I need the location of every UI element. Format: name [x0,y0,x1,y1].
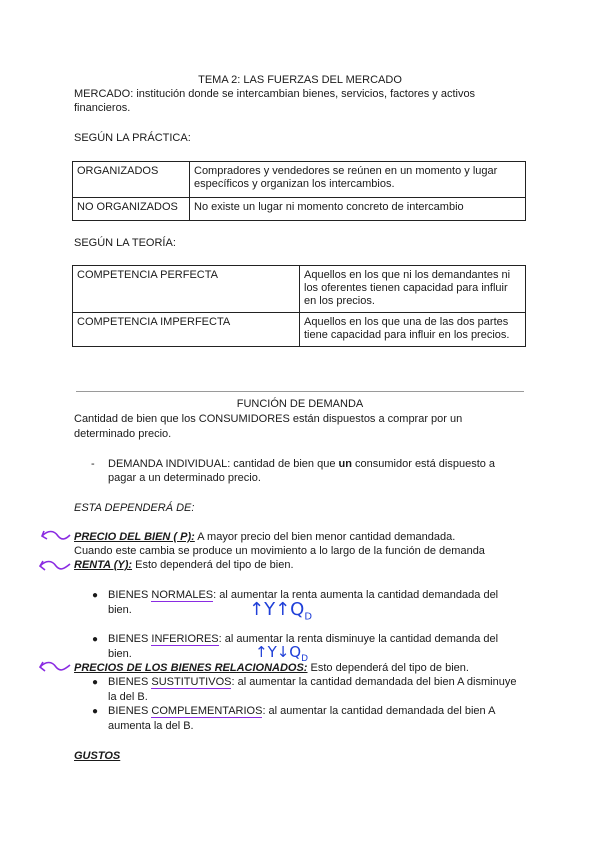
table-cell-desc: No existe un lugar ni momento concreto de intercambio [190,198,526,221]
text-span: BIENES [108,633,152,645]
desc-line: tiene capacidad para influir en los precios. [304,329,510,341]
funcion-demanda-heading: FUNCIÓN DE DEMANDA [236,398,364,410]
precio-bien-line [74,530,455,544]
text-span: A mayor precio del bien menor cantidad demandada. [194,531,456,543]
teoria-table [72,265,526,347]
bienes-sustitutivos-line2: la del B. [108,691,148,703]
annotation-text: ↑Y↑Q [249,599,305,620]
precio-bien-label: PRECIO DEL BIEN ( P): [74,531,195,543]
purple-arrow-icon [38,556,72,576]
demanda-definition-line1: Cantidad de bien que los CONSUMIDORES están dispuestos a comprar por un [74,413,463,425]
desc-line: en los precios. [304,295,375,307]
table-cell-term: COMPETENCIA PERFECTA [73,266,300,313]
text-span: BIENES [108,676,152,688]
desc-line: Aquellos en los que ni los demandantes ni [304,269,511,281]
bullet-icon: ● [92,634,99,645]
text-span: : al aumentar la renta disminuye la cantidad demanda del [218,633,499,645]
text-span: : al aumentar la cantidad demandada del bien A [262,705,496,717]
text-span: consumidor está dispuesto a [351,458,496,470]
segun-practica-heading: SEGÚN LA PRÁCTICA: [74,132,191,144]
desc-line: Aquellos en los que una de las dos partes [304,316,509,328]
table-cell-term: COMPETENCIA IMPERFECTA [73,313,300,347]
handwritten-annotation-normales [249,599,312,629]
table-row [73,162,526,198]
table-row [73,198,526,221]
renta-label: RENTA (Y): [74,559,133,571]
mercado-definition-line1: MERCADO: institución donde se intercambian bienes, servicios, factores y activos [74,88,476,100]
text-span: : al aumentar la cantidad demandada del bien A disminuye [231,676,517,688]
page-title: TEMA 2: LAS FUERZAS DEL MERCADO [198,74,402,86]
bienes-normales-line2: bien. [108,604,132,616]
text-span: BIENES [108,589,152,601]
bienes-complementarios-line2: aumenta la del B. [108,720,194,732]
demanda-individual-line2: pagar a un determinado precio. [108,472,261,484]
table-row [73,266,526,313]
table-row [73,313,526,347]
renta-line [74,558,294,572]
table-cell-term: ORGANIZADOS [73,162,190,198]
bold-text: un [338,458,352,470]
text-span: Esto dependerá del tipo de bien. [132,559,294,571]
gustos-heading: GUSTOS [74,750,121,762]
bullet-icon: ● [92,706,99,717]
segun-teoria-heading: SEGÚN LA TEORÍA: [74,237,176,249]
demanda-individual-line1 [108,457,495,471]
relacionados-label: PRECIOS DE LOS BIENES RELACIONADOS: [74,662,308,674]
demanda-definition-line2: determinado precio. [74,428,172,440]
purple-arrow-icon [38,657,72,677]
text-span: DEMANDA INDIVIDUAL: cantidad de bien que [108,458,339,470]
text-span: : al aumentar la renta aumenta la cantidad demandada del [213,589,499,601]
underlined-term: INFERIORES [151,633,219,645]
text-span: Esto dependerá del tipo de bien. [307,662,469,674]
horizontal-divider [76,391,524,392]
dependera-heading: ESTA DEPENDERÁ DE: [74,502,195,514]
underlined-term: NORMALES [151,589,214,601]
table-cell-term: NO ORGANIZADOS [73,198,190,221]
dash-bullet: - [91,458,95,470]
underlined-term: SUSTITUTIVOS [151,676,232,688]
text-span: BIENES [108,705,152,717]
mercado-definition-line2: financieros. [74,102,131,114]
bullet-icon: ● [92,677,99,688]
annotation-subscript: D [304,611,313,623]
table-cell-desc [190,162,526,198]
purple-arrow-icon [40,527,72,545]
precio-bien-line2: Cuando este cambia se produce un movimiento a lo largo de la función de demanda [74,545,485,557]
bienes-sustitutivos-line1 [108,675,516,689]
table-cell-desc [300,266,526,313]
bienes-complementarios-line1 [108,704,495,718]
bienes-inferiores-line2: bien. [108,648,132,660]
practica-table [72,161,526,221]
table-cell-desc [300,313,526,347]
desc-line: los oferentes tienen capacidad para influir [304,282,508,294]
underlined-term: COMPLEMENTARIOS [151,705,263,717]
annotation-subscript: D [301,654,309,664]
bullet-icon: ● [92,590,99,601]
annotation-text: ↑Y↓Q [255,643,302,661]
desc-line: Compradores y vendedores se reúnen en un momento y lugar [194,165,498,177]
desc-line: específicos y organizan los intercambios. [194,178,395,190]
relacionados-line [74,661,469,675]
